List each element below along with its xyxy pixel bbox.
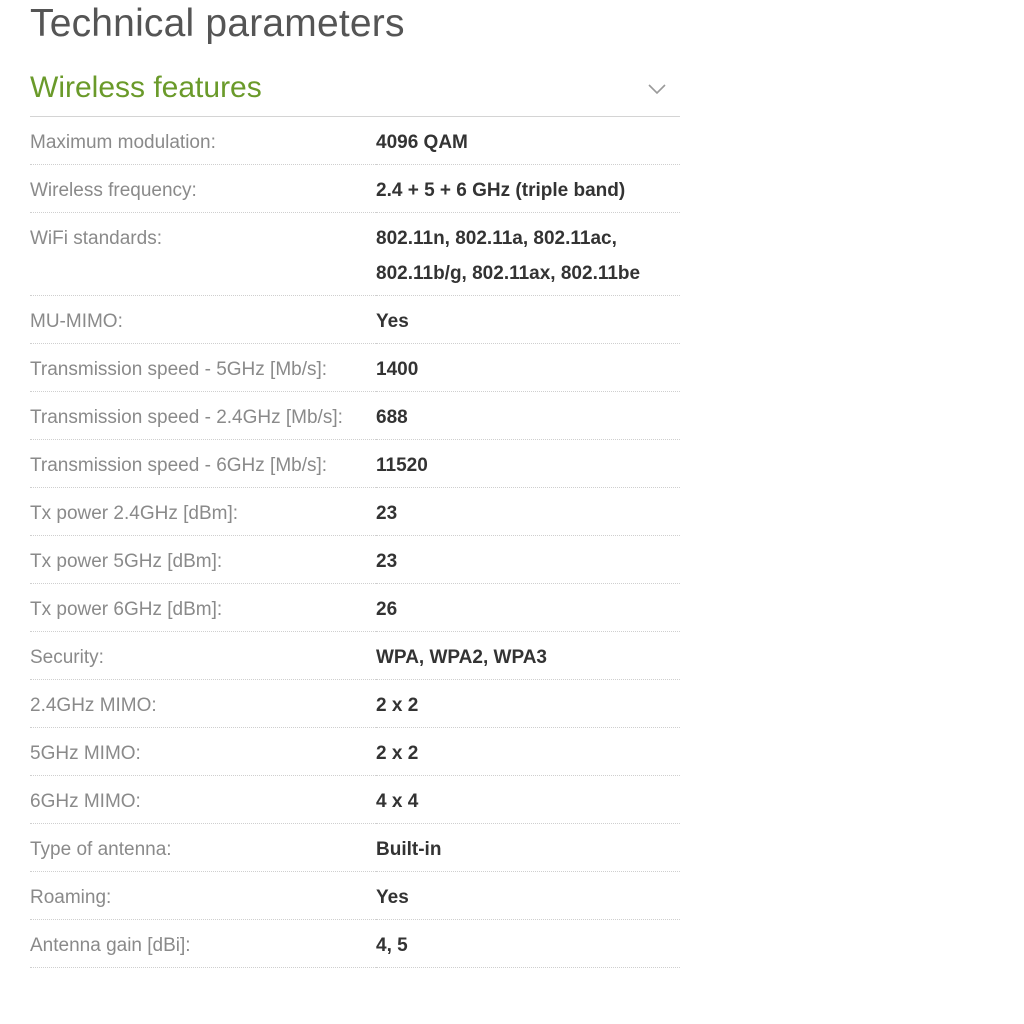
spec-value: WPA, WPA2, WPA3 <box>376 632 680 680</box>
spec-value: 2.4 + 5 + 6 GHz (triple band) <box>376 165 680 213</box>
spec-row-wifi-standards <box>30 213 680 296</box>
spec-row-roaming <box>30 872 680 920</box>
spec-value: 23 <box>376 536 680 584</box>
spec-value: Yes <box>376 872 680 920</box>
spec-value: 2 x 2 <box>376 680 680 728</box>
spec-row-speed-5ghz <box>30 344 680 392</box>
spec-label: Tx power 6GHz [dBm]: <box>30 584 376 632</box>
spec-value: 4 x 4 <box>376 776 680 824</box>
spec-label: Wireless frequency: <box>30 165 376 213</box>
spec-row-wireless-frequency <box>30 165 680 213</box>
spec-row-tx-power-6ghz <box>30 584 680 632</box>
spec-label: MU-MIMO: <box>30 296 376 344</box>
spec-label: 6GHz MIMO: <box>30 776 376 824</box>
spec-label: Roaming: <box>30 872 376 920</box>
page-title: Technical parameters <box>30 2 405 45</box>
spec-row-antenna-type <box>30 824 680 872</box>
technical-parameters-page <box>30 0 680 968</box>
spec-label: Tx power 2.4GHz [dBm]: <box>30 488 376 536</box>
spec-row-mimo-5ghz <box>30 728 680 776</box>
wireless-features-accordion-header[interactable] <box>30 68 680 117</box>
spec-label: Transmission speed - 5GHz [Mb/s]: <box>30 344 376 392</box>
spec-label: Security: <box>30 632 376 680</box>
spec-value: 23 <box>376 488 680 536</box>
spec-value: 4096 QAM <box>376 117 680 165</box>
spec-label: Maximum modulation: <box>30 117 376 165</box>
spec-row-antenna-gain <box>30 920 680 968</box>
spec-label: Type of antenna: <box>30 824 376 872</box>
spec-value: 2 x 2 <box>376 728 680 776</box>
spec-value: 11520 <box>376 440 680 488</box>
spec-row-speed-6ghz <box>30 440 680 488</box>
spec-label: Transmission speed - 2.4GHz [Mb/s]: <box>30 392 376 440</box>
spec-row-mimo-6ghz <box>30 776 680 824</box>
chevron-down-icon[interactable] <box>648 82 666 94</box>
spec-label: Antenna gain [dBi]: <box>30 920 376 968</box>
spec-row-mimo-2-4ghz <box>30 680 680 728</box>
spec-label: WiFi standards: <box>30 213 376 296</box>
spec-row-speed-2-4ghz <box>30 392 680 440</box>
section-title: Wireless features <box>30 71 262 104</box>
spec-row-tx-power-2-4ghz <box>30 488 680 536</box>
spec-label: 2.4GHz MIMO: <box>30 680 376 728</box>
spec-value: 1400 <box>376 344 680 392</box>
spec-value: 802.11n, 802.11a, 802.11ac, 802.11b/g, 802.11ax, 802.11be <box>376 213 680 296</box>
spec-label: Tx power 5GHz [dBm]: <box>30 536 376 584</box>
spec-value: 688 <box>376 392 680 440</box>
spec-row-tx-power-5ghz <box>30 536 680 584</box>
spec-value: 4, 5 <box>376 920 680 968</box>
spec-value: 26 <box>376 584 680 632</box>
spec-value: Built-in <box>376 824 680 872</box>
spec-row-mu-mimo <box>30 296 680 344</box>
spec-row-security <box>30 632 680 680</box>
spec-value: Yes <box>376 296 680 344</box>
spec-label: 5GHz MIMO: <box>30 728 376 776</box>
spec-row-maximum-modulation <box>30 117 680 165</box>
spec-table <box>30 117 680 968</box>
spec-label: Transmission speed - 6GHz [Mb/s]: <box>30 440 376 488</box>
